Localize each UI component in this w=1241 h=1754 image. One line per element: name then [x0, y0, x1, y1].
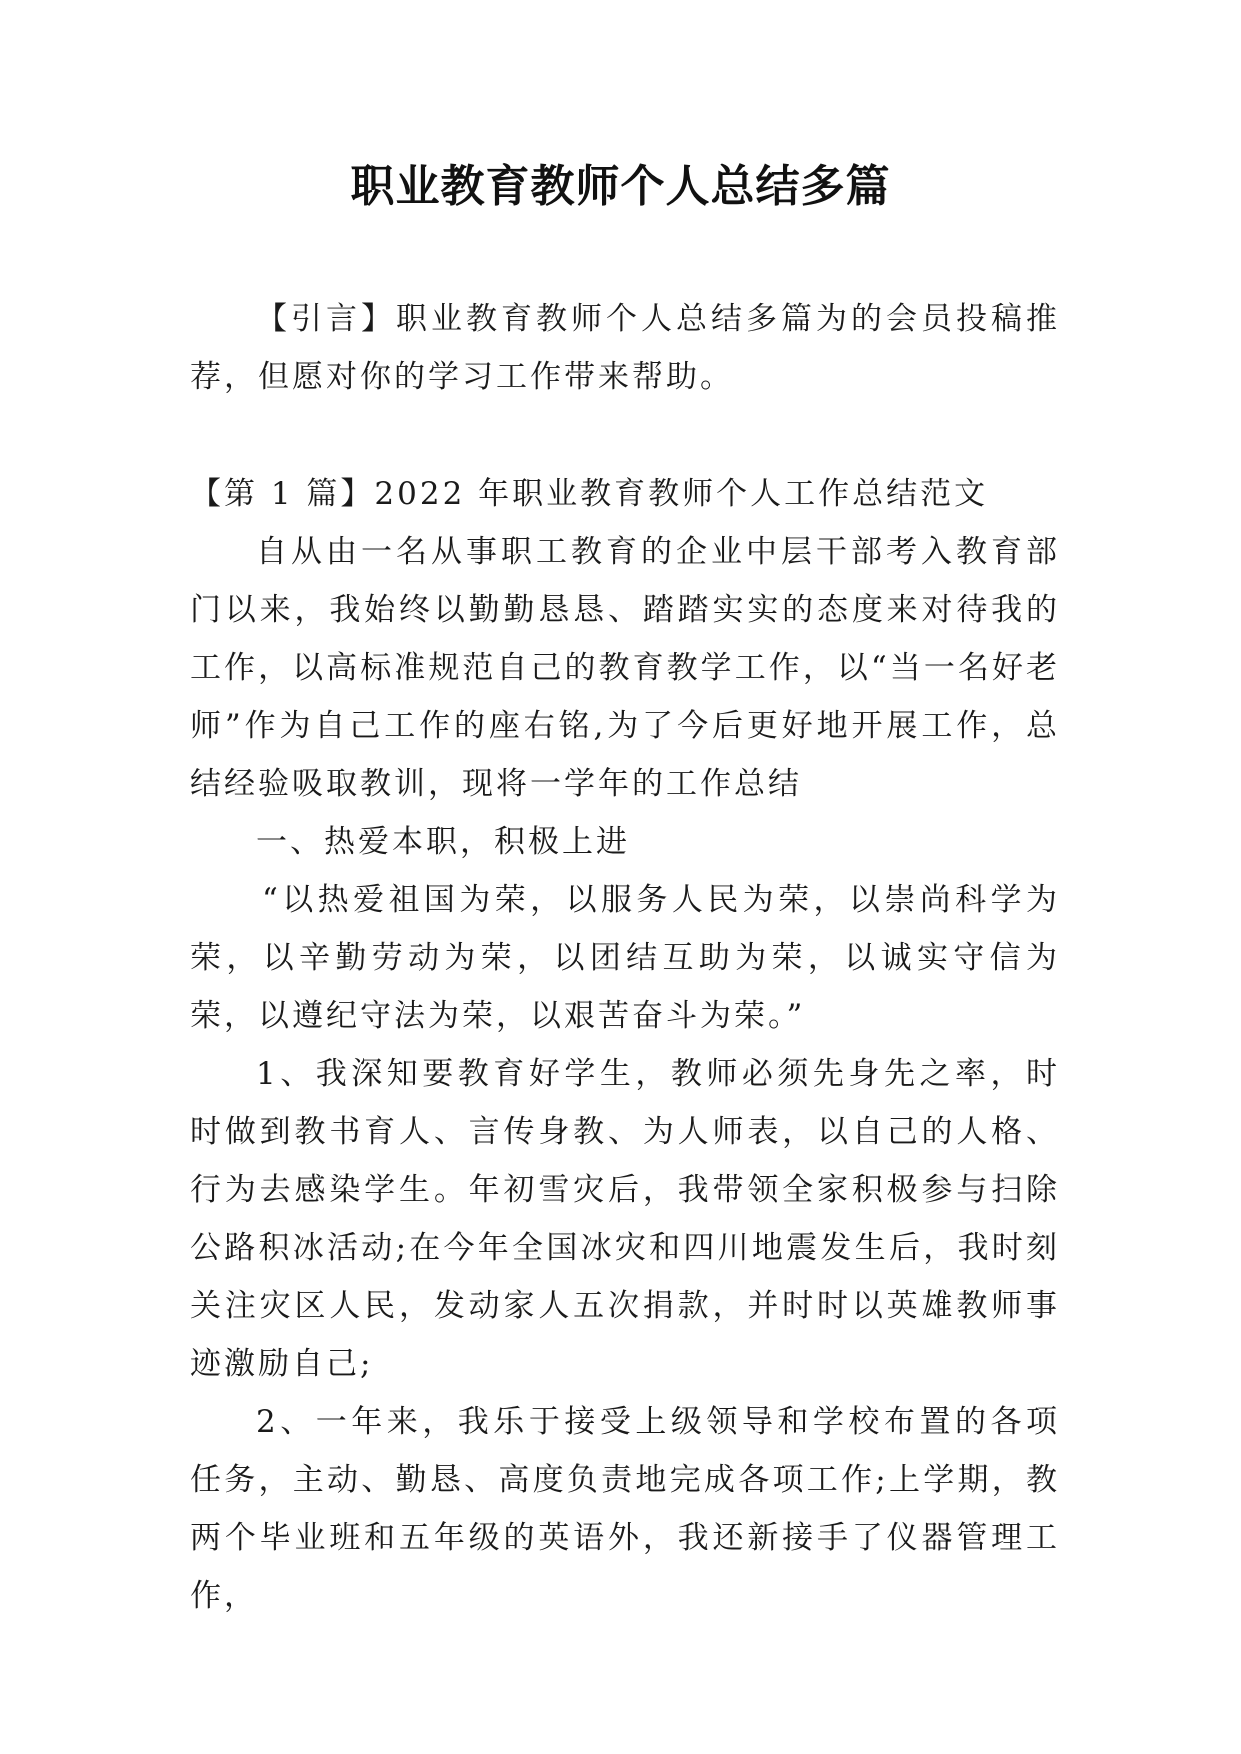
quote-paragraph: “以热爱祖国为荣，以服务人民为荣，以崇尚科学为荣，以辛勤劳动为荣，以团结互助为荣，以诚实守信为荣，以遵纪守法为荣，以艰苦奋斗为荣。”	[190, 882, 1060, 1034]
body-paragraph-1: 自从由一名从事职工教育的企业中层干部考入教育部门以来，我始终以勤勤恳恳、踏踏实实的态度来对待我的工作，以高标准规范自己的教育教学工作，以“当一名好老师”作为自己工作的座右铭,为了今后更好地开展工作，总结经验吸取教训，现将一学年的工作总结	[190, 534, 1060, 802]
document-title: 职业教育教师个人总结多篇	[350, 161, 891, 212]
subheading-1: 一、热爱本职，积极上进	[256, 824, 630, 860]
intro-paragraph: 【引言】职业教育教师个人总结多篇为的会员投稿推荐，但愿对你的学习工作带来帮助。	[190, 301, 1060, 395]
section-heading: 【第 1 篇】2022 年职业教育教师个人工作总结范文	[190, 476, 989, 512]
body-paragraph-2: 1、我深知要教育好学生，教师必须先身先之率，时时做到教书育人、言传身教、为人师表，以自己的人格、行为去感染学生。年初雪灾后，我带领全家积极参与扫除公路积冰活动;在今年全国冰灾和四川地震发生后，我时刻关注灾区人民，发动家人五次捐款，并时时以英雄教师事迹激励自己;	[190, 1056, 1060, 1382]
body-paragraph-3: 2、一年来，我乐于接受上级领导和学校布置的各项任务，主动、勤恳、高度负责地完成各项工作;上学期，教两个毕业班和五年级的英语外，我还新接手了仪器管理工作，	[190, 1404, 1060, 1614]
